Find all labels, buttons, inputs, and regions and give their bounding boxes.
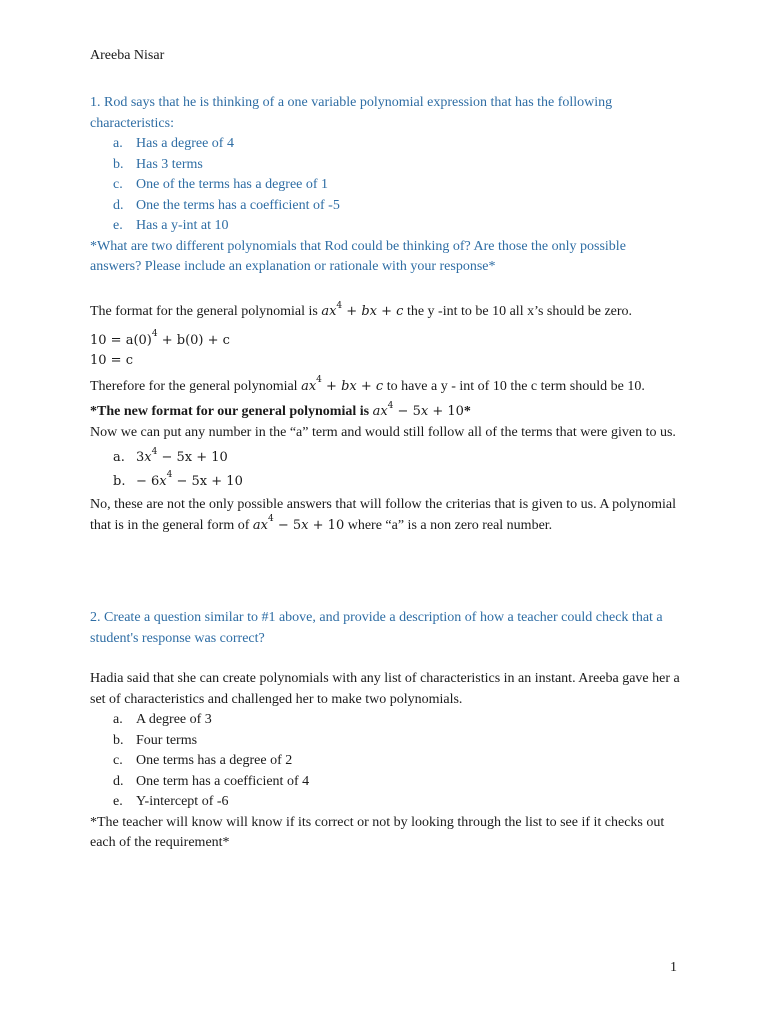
list-item: e. Has a y-int at 10 xyxy=(113,218,229,233)
answer-2-intro: Hadia said that she can create polynomials with any list of characteristics in an instant. Areeba gave her a set of characteristics and challenged her to make two polynomials. xyxy=(90,671,680,707)
list-item: d. One the terms has a coefficient of -5 xyxy=(113,197,340,213)
answer-1-paragraph-2: Therefore for the general polynomial $ax^4$ + bx + c to have a y - int of 10 the c term should be 10. xyxy=(90,375,645,394)
general-polynomial-formula: $ax^4$ + bx + c xyxy=(321,300,404,319)
question-1-prompt: *What are two different polynomials that Rod could be thinking of? Are those the only possible answers? Please include an explanation or rationale with your response* xyxy=(90,238,626,274)
list-item: c. One of the terms has a degree of 1 xyxy=(113,177,329,192)
answer-2 xyxy=(90,669,680,854)
list-item: b. − $6x^4 - 5x + 10$ xyxy=(113,470,243,489)
answer-1 xyxy=(90,302,680,536)
list-item: b. Four terms xyxy=(113,732,198,748)
list-item: b. Has 3 terms xyxy=(113,156,203,172)
answer-2-criteria xyxy=(90,710,680,813)
answer-2-conclusion: *The teacher will know will know if its correct or not by looking through the list to see if it checks out each of the requirement* xyxy=(90,814,665,850)
page-number: 1 xyxy=(670,960,677,975)
question-2 xyxy=(90,608,680,649)
question-1-intro: 1. Rod says that he is thinking of a one variable polynomial expression that has the following characteristics: xyxy=(90,95,613,131)
new-polynomial-formula: $ax^4 - 5x + 10$ xyxy=(252,514,345,533)
list-item: a. $3x^4 - 5x + 10$ xyxy=(113,446,228,465)
question-2-prompt: 2. Create a question similar to #1 above, and provide a description of how a teacher could check that a student's response was correct? xyxy=(90,610,663,646)
list-item: a. A degree of 3 xyxy=(113,712,212,727)
list-item: c. One terms has a degree of 2 xyxy=(113,753,293,768)
new-polynomial-formula: $ax^4 - 5x + 10$ xyxy=(372,400,464,419)
example-polynomials xyxy=(90,448,680,492)
equation-1: $10 = a(0)^4 + b(0) + c$ xyxy=(90,329,230,348)
list-item: a. Has a degree of 4 xyxy=(113,136,234,151)
author-name: Areeba Nisar xyxy=(90,48,165,63)
question-1 xyxy=(90,93,680,278)
list-item: e. Y-intercept of -6 xyxy=(113,794,229,809)
answer-1-paragraph-5: No, these are not the only possible answers that will follow the criterias that is given to us. A polynomial that is in the general form of $ax^4 - 5x + 10$ where “a” is a non zero real number. xyxy=(90,497,676,533)
equation-2: 10 = c xyxy=(90,353,133,368)
general-polynomial-formula: $ax^4$ + bx + c xyxy=(301,375,384,394)
answer-1-paragraph-4: Now we can put any number in the “a” term and would still follow all of the terms that were given to us. xyxy=(90,424,676,440)
question-1-criteria xyxy=(90,134,680,237)
answer-1-paragraph-3: *The new format for our general polynomial is $ax^4 - 5x + 10*$ xyxy=(90,400,471,419)
list-item: d. One term has a coefficient of 4 xyxy=(113,773,310,789)
answer-1-paragraph-1: The format for the general polynomial is $ax^4$ + bx + c the y -int to be 10 all x’s should be zero. xyxy=(90,300,633,319)
